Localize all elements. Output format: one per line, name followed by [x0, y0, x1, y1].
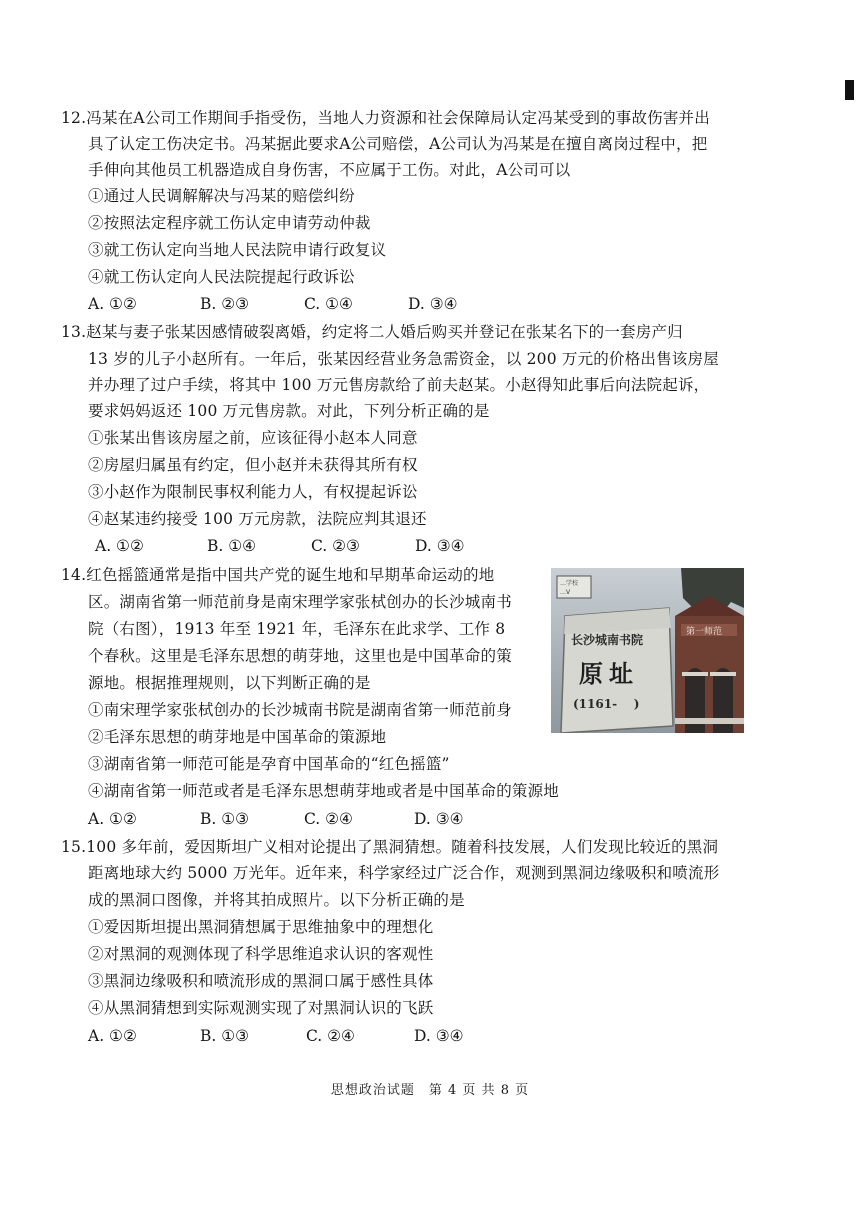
q13-statement-1: ①张某出售该房屋之前，应该征得小赵本人同意 [88, 429, 418, 447]
q14-statement-4: ④湖南省第一师范或者是毛泽东思想萌芽地或者是中国革命的策源地 [88, 782, 560, 800]
q13-statement-4: ④赵某违约接受 100 万元房款，法院应判其退还 [88, 510, 427, 528]
building-sign-text: 第一师范 [686, 627, 723, 637]
q12-stem-line: 手伸向其他员工机器造成自身伤害，不应属于工伤。对此，A公司可以 [88, 161, 571, 179]
q14-options [88, 809, 464, 829]
plaque-main-text: 原址 [579, 659, 639, 688]
q15-statement-2: ②对黑洞的观测体现了科学思维追求认识的客观性 [88, 945, 434, 963]
plaque-year-text: (1161- ) [573, 697, 640, 711]
q13-option-a: A. ①② [95, 537, 144, 555]
q13-option-d: D. ③④ [415, 537, 465, 555]
q15-stem-line: 15.100 多年前，爱因斯坦广义相对论提出了黑洞猜想。随着科技发展，人们发现比较近的黑洞 [61, 838, 719, 856]
q12-options [88, 294, 458, 314]
q15-statement-1: ①爱因斯坦提出黑洞猜想属于思维抽象中的理想化 [88, 918, 434, 936]
q14-option-d: D. ③④ [414, 810, 464, 828]
small-sign-text-2: …V [560, 589, 571, 596]
q15-statement-4: ④从黑洞猜想到实际观测实现了对黑洞认识的飞跃 [88, 999, 434, 1017]
q15-option-b: B. ①③ [200, 1027, 250, 1045]
q12-statement-1: ①通过人民调解解决与冯某的赔偿纠纷 [88, 187, 355, 205]
q12-option-a: A. ①② [88, 295, 137, 313]
academy-photo [551, 568, 744, 733]
q13-stem-line: 要求妈妈返还 100 万元售房款。对此，下列分析正确的是 [88, 402, 490, 420]
q14-stem-line: 区。湖南省第一师范前身是南宋理学家张栻创办的长沙城南书 [88, 593, 512, 611]
q14-statement-1: ①南宋理学家张栻创办的长沙城南书院是湖南省第一师范前身 [88, 701, 512, 719]
q15-stem-line: 距离地球大约 5000 万光年。近年来，科学家经过广泛合作，观测到黑洞边缘吸积和喷流形 [88, 864, 720, 882]
q12-option-b: B. ②③ [200, 295, 250, 313]
q15-statement-3: ③黑洞边缘吸积和喷流形成的黑洞口属于感性具体 [88, 972, 434, 990]
q14-stem-line: 院（右图），1913 年至 1921 年，毛泽东在此求学、工作 8 [88, 620, 506, 638]
q13-stem-line: 13.赵某与妻子张某因感情破裂离婚，约定将二人婚后购买并登记在张某名下的一套房产归 [61, 323, 683, 341]
q12-statement-4: ④就工伤认定向人民法院提起行政诉讼 [88, 268, 355, 286]
q12-option-d: D. ③④ [408, 295, 458, 313]
q13-statement-2: ②房屋归属虽有约定，但小赵并未获得其所有权 [88, 456, 418, 474]
q14-option-c: C. ②④ [304, 810, 353, 828]
q14-stem-line: 14.红色摇篮通常是指中国共产党的诞生地和早期革命运动的地 [61, 566, 495, 584]
q14-stem-line: 个春秋。这里是毛泽东思想的萌芽地，这里也是中国革命的策 [88, 647, 512, 665]
q15-option-d: D. ③④ [414, 1027, 464, 1045]
q13-stem-line: 13 岁的儿子小赵所有。一年后，张某因经营业务急需资金，以 200 万元的价格出售该房屋 [88, 350, 719, 368]
scan-edge-mark [845, 80, 854, 100]
q15-option-c: C. ②④ [306, 1027, 355, 1045]
q14-option-b: B. ①③ [200, 810, 250, 828]
q14-statement-3: ③湖南省第一师范可能是孕育中国革命的“红色摇篮” [88, 755, 450, 773]
q12-stem-line: 具了认定工伤决定书。冯某据此要求A公司赔偿，A公司认为冯某是在擅自离岗过程中，把 [88, 135, 708, 153]
q15-options [88, 1026, 464, 1046]
q14-option-a: A. ①② [88, 810, 137, 828]
page-footer: 思想政治试题 第 4 页 共 8 页 [330, 1083, 530, 1098]
q14-statement-2: ②毛泽东思想的萌芽地是中国革命的策源地 [88, 728, 387, 746]
q13-option-c: C. ②③ [311, 537, 360, 555]
q13-statement-3: ③小赵作为限制民事权利能力人，有权提起诉讼 [88, 483, 418, 501]
q12-statement-2: ②按照法定程序就工伤认定申请劳动仲裁 [88, 214, 371, 232]
q15-option-a: A. ①② [88, 1027, 137, 1045]
academy-photo-illustration [551, 568, 744, 733]
q13-options [95, 536, 465, 556]
q15-stem-line: 成的黑洞口图像，并将其拍成照片。以下分析正确的是 [88, 891, 465, 909]
q12-stem-line: 12.冯某在A公司工作期间手指受伤，当地人力资源和社会保障局认定冯某受到的事故伤害并出 [61, 109, 710, 127]
q14-stem-line: 源地。根据推理规则，以下判断正确的是 [88, 674, 371, 692]
q12-option-c: C. ①④ [304, 295, 353, 313]
small-sign-text-1: …学校 [560, 580, 579, 587]
q12-statement-3: ③就工伤认定向当地人民法院申请行政复议 [88, 241, 387, 259]
plaque-title-text: 长沙城南书院 [571, 633, 644, 647]
q13-stem-line: 并办理了过户手续，将其中 100 万元售房款给了前夫赵某。小赵得知此事后向法院起诉， [88, 376, 710, 394]
q13-option-b: B. ①④ [207, 537, 257, 555]
